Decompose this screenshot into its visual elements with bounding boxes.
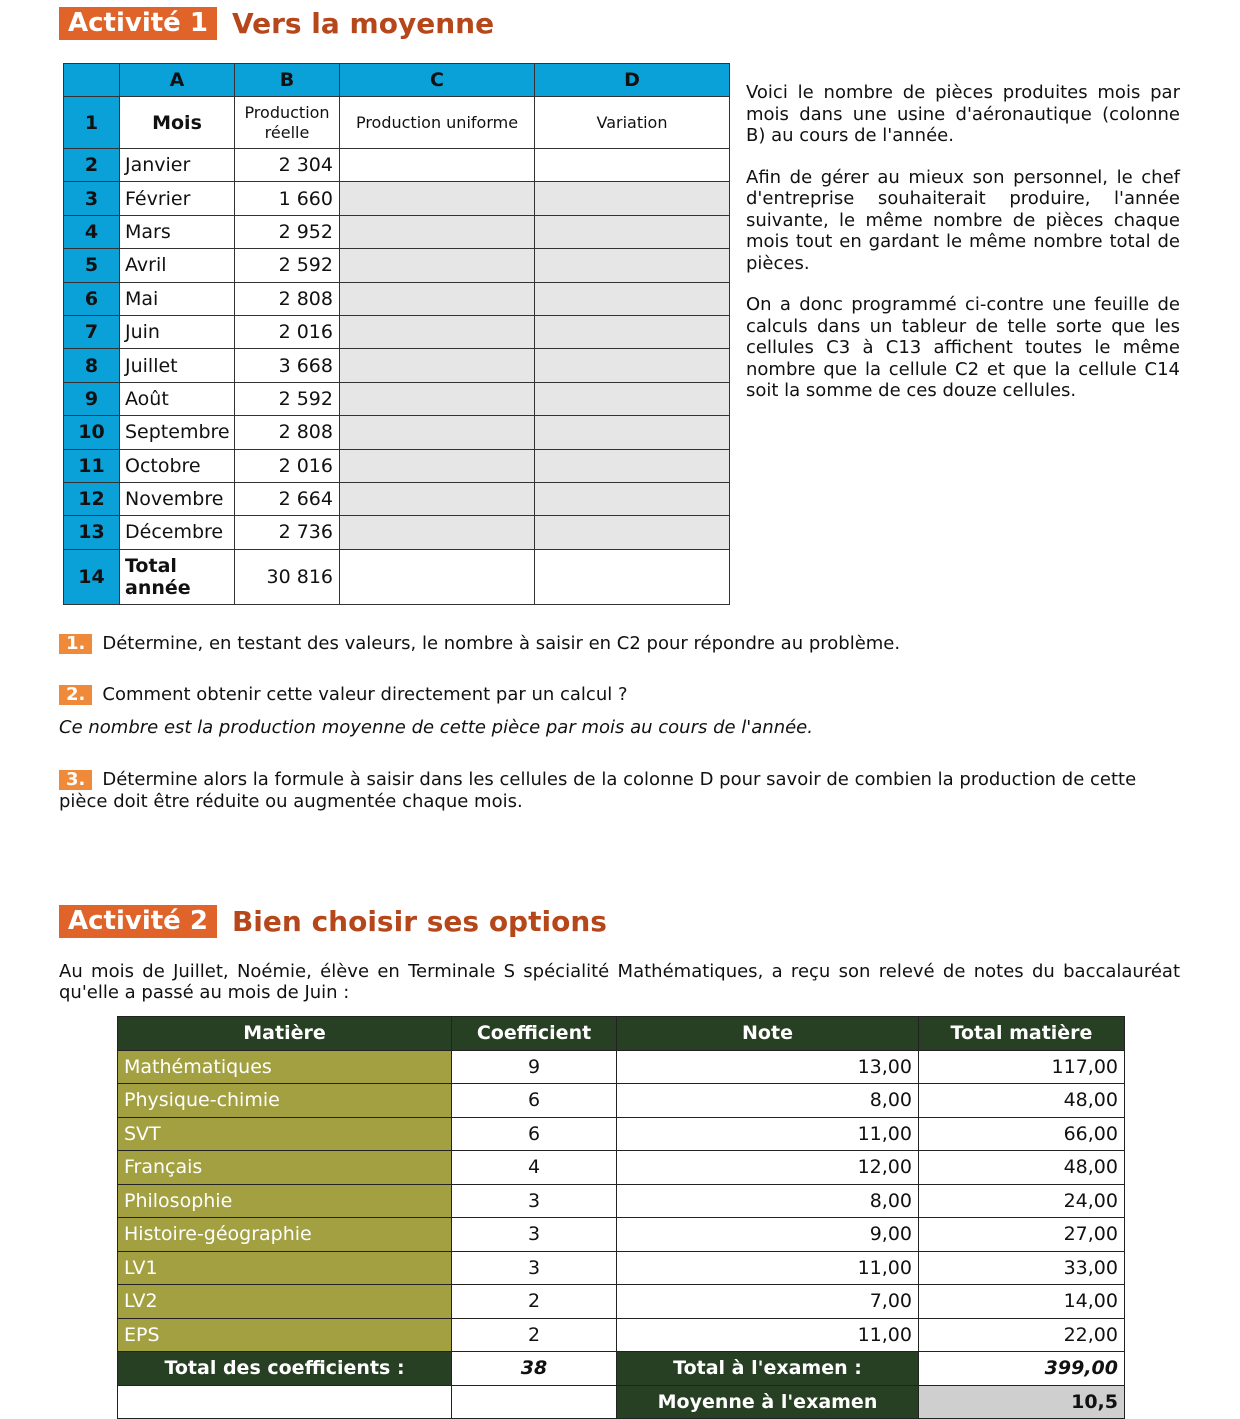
production-cell: 2 592 [235,382,340,415]
table-row [118,1184,1125,1218]
coefficient-cell: 2 [452,1318,617,1352]
row-header: 10 [64,416,120,449]
row-header: 13 [64,516,120,549]
production-spreadsheet [63,63,730,605]
answer-note: Ce nombre est la production moyenne de cette pièce par mois au cours de l'année. [59,717,813,738]
cell-d1: Variation [535,97,730,149]
month-cell: Juillet [120,349,235,382]
uniform-production-cell[interactable] [340,315,535,348]
variation-cell[interactable] [535,249,730,282]
uniform-production-cell[interactable] [340,182,535,215]
coefficient-cell: 3 [452,1184,617,1218]
coefficient-cell: 4 [452,1151,617,1185]
total-cell: 24,00 [919,1184,1125,1218]
uniform-production-cell[interactable] [340,516,535,549]
uniform-production-cell[interactable] [340,282,535,315]
question-2 [59,684,1180,706]
total-cell: 48,00 [919,1151,1125,1185]
variation-cell[interactable] [535,416,730,449]
activity-1-heading [59,7,494,40]
subject-cell: SVT [118,1117,452,1151]
empty-cell [118,1385,452,1419]
row-header: 8 [64,349,120,382]
uniform-production-cell[interactable] [340,149,535,182]
variation-cell[interactable] [535,282,730,315]
variation-cell[interactable] [535,149,730,182]
uniform-production-cell[interactable] [340,215,535,248]
corner-cell [64,64,120,97]
table-row [118,1251,1125,1285]
header-coefficient: Coefficient [452,1017,617,1051]
empty-cell [452,1385,617,1419]
table-row [118,1218,1125,1252]
production-cell: 2 664 [235,482,340,515]
total-production-cell: 30 816 [235,549,340,604]
activity-1-context [746,82,1180,422]
month-cell: Mai [120,282,235,315]
question-text: Comment obtenir cette valeur directement par un calcul ? [102,684,628,705]
uniform-production-cell[interactable] [340,349,535,382]
activity-2-heading [59,905,607,938]
row-header: 9 [64,382,120,415]
month-cell: Décembre [120,516,235,549]
row-header: 7 [64,315,120,348]
activity-1-title: Vers la moyenne [231,6,495,40]
total-year-label: Total année [120,549,235,604]
note-cell: 8,00 [617,1184,919,1218]
exam-average-value: 10,5 [919,1385,1125,1419]
total-uniform-production-cell[interactable] [340,549,535,604]
variation-cell[interactable] [535,449,730,482]
total-cell: 117,00 [919,1050,1125,1084]
note-cell: 13,00 [617,1050,919,1084]
coefficient-cell: 3 [452,1251,617,1285]
subject-cell: LV2 [118,1285,452,1319]
total-coefficients-label: Total des coefficients : [118,1352,452,1386]
subject-cell: Physique-chimie [118,1084,452,1118]
note-cell: 11,00 [617,1318,919,1352]
column-header-a: A [120,64,235,97]
row-header: 14 [64,549,120,604]
month-cell: Avril [120,249,235,282]
activity-2-badge: Activité 2 [59,905,217,938]
note-cell: 12,00 [617,1151,919,1185]
total-cell: 33,00 [919,1251,1125,1285]
month-cell: Octobre [120,449,235,482]
production-cell: 2 952 [235,215,340,248]
month-cell: Janvier [120,149,235,182]
note-cell: 9,00 [617,1218,919,1252]
row-header: 4 [64,215,120,248]
table-row [118,1285,1125,1319]
note-cell: 8,00 [617,1084,919,1118]
context-paragraph: On a donc programmé ci-contre une feuille de calculs dans un tableur de telle sorte que les cellules C3 à C13 affichent toutes le même nombre que la cellule C2 et que la cellule C14 soit la somme de ces douze cellules. [746,294,1180,401]
cell-b1: Production réelle [235,97,340,149]
production-cell: 3 668 [235,349,340,382]
header-note: Note [617,1017,919,1051]
row-header: 11 [64,449,120,482]
question-text: Détermine alors la formule à saisir dans les cellules de la colonne D pour savoir de combien la production de cette pièce doit être réduite ou augmentée chaque mois. [59,769,1137,812]
question-number: 3. [59,770,92,790]
column-header-b: B [235,64,340,97]
variation-cell[interactable] [535,482,730,515]
production-cell: 2 016 [235,315,340,348]
question-number: 2. [59,685,92,705]
cell-c1: Production uniforme [340,97,535,149]
table-row [118,1318,1125,1352]
subject-cell: Histoire-géographie [118,1218,452,1252]
variation-cell[interactable] [535,382,730,415]
subject-cell: EPS [118,1318,452,1352]
column-header-d: D [535,64,730,97]
production-cell: 2 592 [235,249,340,282]
activity-2-title: Bien choisir ses options [231,904,607,938]
month-cell: Juin [120,315,235,348]
month-cell: Août [120,382,235,415]
month-cell: Février [120,182,235,215]
note-cell: 11,00 [617,1117,919,1151]
table-row [118,1151,1125,1185]
month-cell: Mars [120,215,235,248]
header-total: Total matière [919,1017,1125,1051]
grades-table [117,1016,1125,1419]
subject-cell: Philosophie [118,1184,452,1218]
production-cell: 2 808 [235,416,340,449]
table-row [118,1084,1125,1118]
variation-cell[interactable] [535,315,730,348]
total-cell: 14,00 [919,1285,1125,1319]
question-text: Détermine, en testant des valeurs, le nombre à saisir en C2 pour répondre au problème. [102,633,901,654]
context-paragraph: Voici le nombre de pièces produites mois par mois dans une usine d'aéronautique (colonne B) au cours de l'année. [746,82,1180,146]
variation-cell[interactable] [535,182,730,215]
total-cell: 66,00 [919,1117,1125,1151]
production-cell: 1 660 [235,182,340,215]
cell-a1: Mois [120,97,235,149]
activity-1-badge: Activité 1 [59,7,217,40]
total-cell: 27,00 [919,1218,1125,1252]
header-subject: Matière [118,1017,452,1051]
coefficient-cell: 9 [452,1050,617,1084]
note-cell: 7,00 [617,1285,919,1319]
row-header: 1 [64,97,120,149]
coefficient-cell: 6 [452,1084,617,1118]
production-cell: 2 016 [235,449,340,482]
production-cell: 2 808 [235,282,340,315]
note-cell: 11,00 [617,1251,919,1285]
month-cell: Novembre [120,482,235,515]
column-header-c: C [340,64,535,97]
total-coefficients-value: 38 [452,1352,617,1386]
total-exam-value: 399,00 [919,1352,1125,1386]
variation-cell[interactable] [535,516,730,549]
total-cell: 48,00 [919,1084,1125,1118]
uniform-production-cell[interactable] [340,482,535,515]
subject-cell: Mathématiques [118,1050,452,1084]
uniform-production-cell[interactable] [340,249,535,282]
row-header: 6 [64,282,120,315]
coefficient-cell: 3 [452,1218,617,1252]
total-exam-label: Total à l'examen : [617,1352,919,1386]
uniform-production-cell[interactable] [340,382,535,415]
production-cell: 2 304 [235,149,340,182]
variation-cell[interactable] [535,215,730,248]
activity-2-intro: Au mois de Juillet, Noémie, élève en Terminale S spécialité Mathématiques, a reçu son relevé de notes du baccalauréat qu'elle a passé au mois de Juin : [59,961,1180,1003]
coefficient-cell: 2 [452,1285,617,1319]
uniform-production-cell[interactable] [340,416,535,449]
coefficient-cell: 6 [452,1117,617,1151]
total-cell: 22,00 [919,1318,1125,1352]
table-row [118,1117,1125,1151]
subject-cell: LV1 [118,1251,452,1285]
exam-average-label: Moyenne à l'examen [617,1385,919,1419]
variation-cell[interactable] [535,349,730,382]
row-header: 5 [64,249,120,282]
context-paragraph: Afin de gérer au mieux son personnel, le chef d'entreprise souhaiterait produire, l'année suivante, le même nombre de pièces chaque mois tout en gardant le même nombre total de pièces. [746,166,1180,274]
row-header: 2 [64,149,120,182]
production-cell: 2 736 [235,516,340,549]
row-header: 3 [64,182,120,215]
question-3 [59,769,1180,813]
question-1 [59,633,1180,655]
month-cell: Septembre [120,416,235,449]
subject-cell: Français [118,1151,452,1185]
table-row [118,1050,1125,1084]
total-variation-cell[interactable] [535,549,730,604]
row-header: 12 [64,482,120,515]
question-number: 1. [59,634,92,654]
uniform-production-cell[interactable] [340,449,535,482]
